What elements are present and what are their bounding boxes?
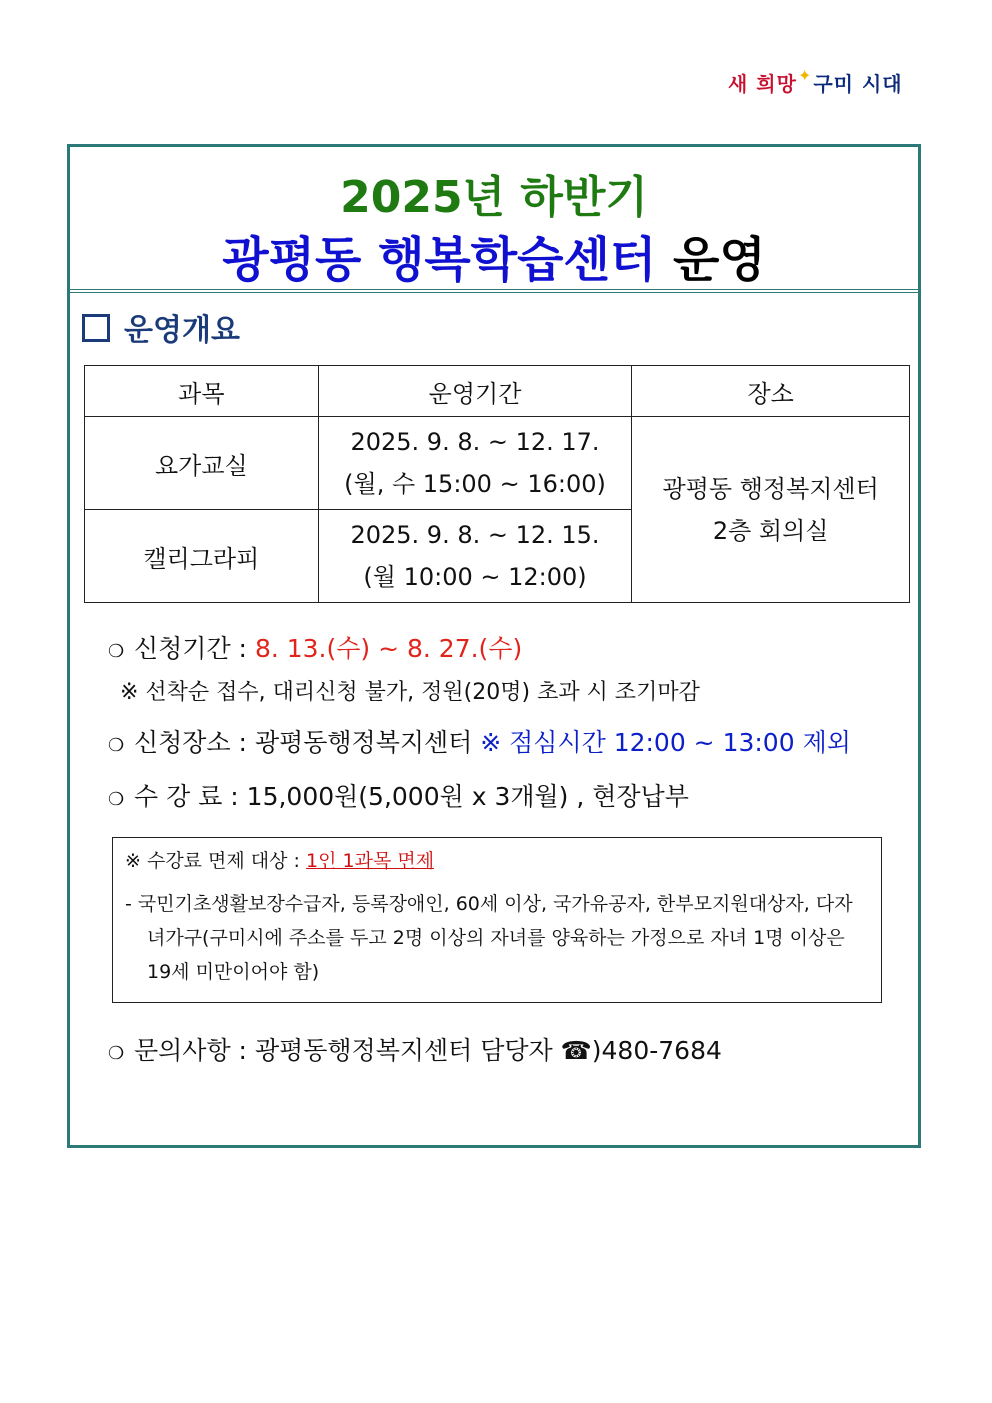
circle-bullet-icon: ❍ <box>108 641 125 662</box>
table-header-row <box>85 366 910 417</box>
place-line1: 광평동 행정복지센터 <box>662 474 879 503</box>
cell-period <box>318 510 632 603</box>
header-period: 운영기간 <box>318 366 632 417</box>
notice-frame <box>67 144 921 1148</box>
title-line1: 2025년 하반기 <box>340 172 648 223</box>
cell-subject: 요가교실 <box>85 417 319 510</box>
slogan-part2: 구미 시대 <box>813 72 903 96</box>
period-dates: 2025. 9. 8. ~ 12. 15. <box>350 521 600 549</box>
title-box <box>70 147 918 293</box>
apply-period-value: 8. 13.(수) ~ 8. 27.(수) <box>254 634 523 663</box>
cell-subject: 캘리그라피 <box>85 510 319 603</box>
lunch-note: ※ 점심시간 12:00 ~ 13:00 제외 <box>480 728 851 757</box>
fee-item <box>108 777 689 813</box>
contact-item <box>108 1031 722 1067</box>
apply-note: ※ 선착순 접수, 대리신청 불가, 정원(20명) 초과 시 조기마감 <box>120 680 700 705</box>
section-heading-text: 운영개요 <box>124 313 240 348</box>
contact-label: 문의사항 : <box>134 1036 247 1065</box>
exemption-heading-label: ※ 수강료 면제 대상 : <box>125 850 300 872</box>
apply-place-value: 광평동행정복지센터 <box>254 728 473 757</box>
fee-value: 15,000원(5,000원 x 3개월) , 현장납부 <box>246 782 689 811</box>
apply-period-item <box>108 629 522 665</box>
apply-place-label: 신청장소 : <box>134 728 247 757</box>
circle-bullet-icon: ❍ <box>108 735 125 756</box>
apply-place-item <box>108 723 851 759</box>
star-icon: ✦ <box>797 66 813 85</box>
table-row <box>85 417 910 510</box>
title-center-name: 광평동 행복학습센터 <box>222 232 657 288</box>
slogan-part1: 새 희망 <box>728 72 797 96</box>
overview-table <box>84 365 910 603</box>
apply-period-label: 신청기간 : <box>134 634 247 663</box>
checkbox-square-icon <box>82 314 110 342</box>
contact-value: 광평동행정복지센터 담당자 ☎)480-7684 <box>254 1036 722 1065</box>
period-dates: 2025. 9. 8. ~ 12. 17. <box>350 428 600 456</box>
circle-bullet-icon: ❍ <box>108 1043 125 1064</box>
title-line2 <box>70 221 918 290</box>
period-times: (월 10:00 ~ 12:00) <box>363 563 587 591</box>
exemption-body: - 국민기초생활보장수급자, 등록장애인, 60세 이상, 국가유공자, 한부모지원대상자, 다자녀가구(구미시에 주소를 두고 2명 이상의 자녀를 양육하는 가정으로 자녀 1명 이상은 19세 미만이어야 함) <box>125 893 853 983</box>
section-heading <box>82 305 240 349</box>
header-place: 장소 <box>632 366 910 417</box>
cell-place <box>632 417 910 603</box>
fee-label: 수 강 료 : <box>134 782 239 811</box>
exemption-heading-value: 1인 1과목 면제 <box>306 850 435 872</box>
slogan-logo <box>728 68 903 97</box>
exemption-heading <box>125 846 869 873</box>
cell-period <box>318 417 632 510</box>
header-subject: 과목 <box>85 366 319 417</box>
title-operation: 운영 <box>673 232 766 288</box>
circle-bullet-icon: ❍ <box>108 789 125 810</box>
exemption-box <box>112 837 882 1003</box>
period-times: (월, 수 15:00 ~ 16:00) <box>344 470 606 498</box>
place-line2: 2층 회의실 <box>712 516 829 545</box>
